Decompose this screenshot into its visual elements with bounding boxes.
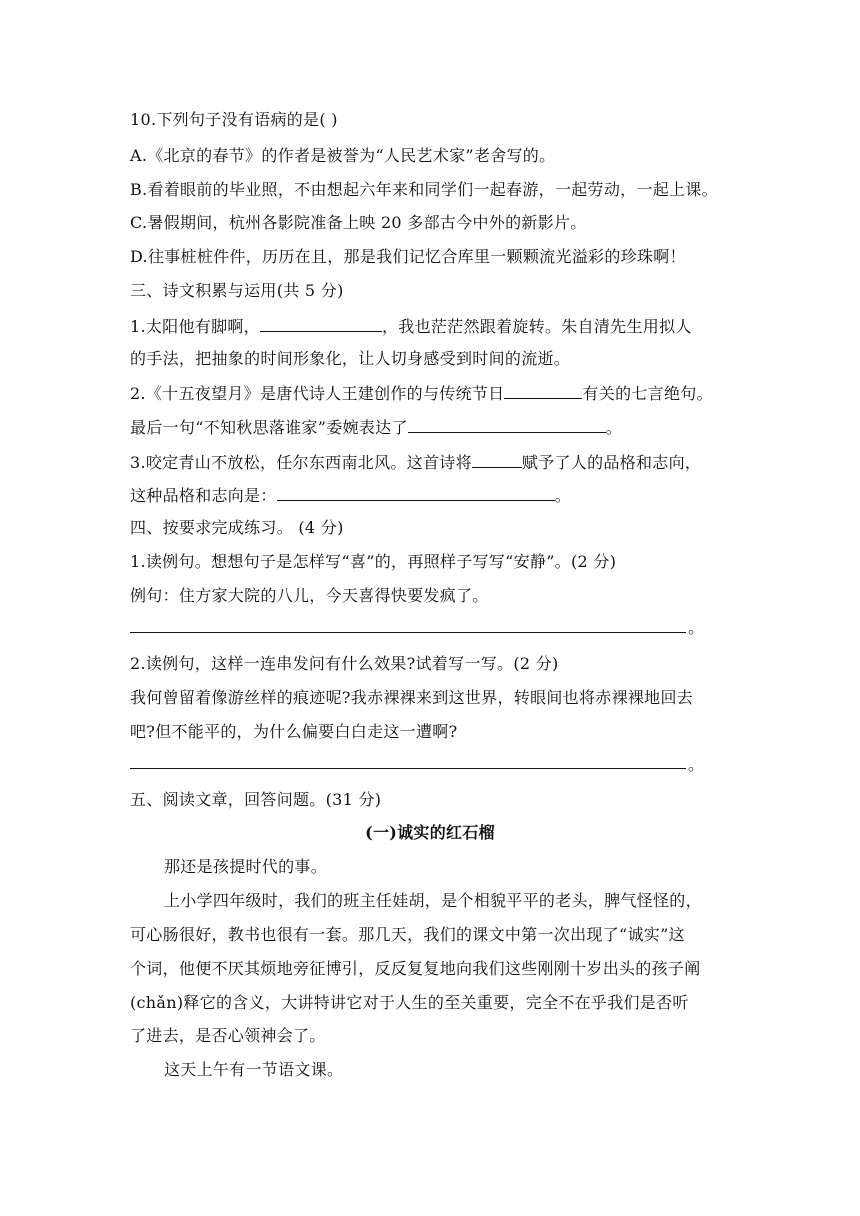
section3-q2-text-a: 2.《十五夜望月》是唐代诗人王建创作的与传统节日 bbox=[130, 384, 505, 403]
section3-q1-blank[interactable] bbox=[260, 315, 382, 332]
section3-q1-line2: 的手法，把抽象的时间形象化，让人切身感受到时间的流逝。 bbox=[130, 349, 571, 368]
section3-q3-blank-character[interactable] bbox=[277, 484, 555, 501]
section3-q1-text-a: 1.太阳他有脚啊， bbox=[130, 317, 260, 336]
section3-q2-text-b: 有关的七言绝句。 bbox=[582, 384, 713, 403]
section3-q3-line2 bbox=[130, 484, 571, 506]
section4-q2-stem: 2.读例句，这样一连串发问有什么效果?试着写一写。(2 分) bbox=[130, 654, 559, 673]
q10-option-c: C.暑假期间，杭州各影院准备上映 20 多部古今中外的新影片。 bbox=[130, 213, 587, 232]
q10-option-b: B.看着眼前的毕业照，不由想起六年来和同学们一起春游，一起劳动，一起上课。 bbox=[130, 180, 718, 199]
passage-title: (一)诚实的红石榴 bbox=[365, 823, 495, 842]
passage-paragraph-2-line3: 个词，他便不厌其烦地旁征博引，反反复复地向我们这些刚刚十岁出头的孩子阐 bbox=[130, 959, 701, 978]
section4-q1-stem: 1.读例句。想想句子是怎样写“喜”的，再照样子写写“安静”。(2 分) bbox=[130, 552, 617, 571]
q10-option-a: A.《北京的春节》的作者是被誉为“人民艺术家”老舍写的。 bbox=[130, 146, 556, 165]
section3-q1-text-b: ，我也茫茫然跟着旋转。朱自清先生用拟人 bbox=[381, 317, 692, 336]
section3-q3-text-b: 赋予了人的品格和志向， bbox=[521, 453, 702, 472]
section5-heading: 五、阅读文章，回答问题。(31 分) bbox=[130, 790, 382, 809]
section3-q3-text-d: 。 bbox=[554, 486, 572, 505]
passage-paragraph-2-line4: (chǎn)释它的含义，大讲特讲它对于人生的至关重要，完全不在乎我们是否听 bbox=[130, 993, 689, 1012]
section4-q2-example-line1: 我何曾留着像游丝样的痕迹呢?我赤裸裸来到这世界，转眼间也将赤裸裸地回去 bbox=[130, 688, 694, 707]
section4-q2-example-line2: 吧?但不能平的，为什么偏要白白走这一遭啊? bbox=[130, 722, 458, 741]
passage-paragraph-1: 那还是孩提时代的事。 bbox=[164, 857, 328, 876]
passage-paragraph-3: 这天上午有一节语文课。 bbox=[164, 1060, 344, 1079]
q10-stem: 10.下列句子没有语病的是( ) bbox=[130, 110, 338, 129]
section3-q3-blank-object[interactable] bbox=[472, 451, 522, 468]
section4-q2-answer-end: 。 bbox=[688, 755, 705, 774]
section4-q1-answer-line[interactable] bbox=[130, 632, 686, 633]
section3-q3-line1 bbox=[130, 451, 701, 473]
passage-paragraph-2-line1: 上小学四年级时，我们的班主任娃胡，是个相貌平平的老头，脾气怪怪的， bbox=[164, 891, 702, 910]
section4-q2-answer-line[interactable] bbox=[130, 768, 686, 769]
passage-paragraph-2-line5: 了进去，是否心领神会了。 bbox=[130, 1026, 326, 1045]
section3-q2-blank-feeling[interactable] bbox=[408, 416, 606, 433]
section3-q3-text-c: 这种品格和志向是： bbox=[130, 486, 277, 505]
q10-option-d: D.往事桩桩件件，历历在且，那是我们记忆合库里一颗颗流光溢彩的珍珠啊！ bbox=[130, 247, 686, 266]
section3-heading: 三、诗文积累与运用(共 5 分) bbox=[130, 281, 344, 300]
section3-q3-text-a: 3.咬定青山不放松，任尔东西南北风。这首诗将 bbox=[130, 453, 472, 472]
section3-q2-blank-festival[interactable] bbox=[504, 382, 582, 399]
section4-q1-example: 例句：住方家大院的八儿，今天喜得快要发疯了。 bbox=[130, 586, 489, 605]
section4-q1-answer-end: 。 bbox=[688, 618, 705, 637]
section4-heading: 四、按要求完成练习。 (4 分) bbox=[130, 518, 344, 537]
section3-q2-text-d: 。 bbox=[605, 418, 623, 437]
section3-q1-line1 bbox=[130, 315, 692, 337]
section3-q2-line1 bbox=[130, 382, 713, 404]
section3-q2-text-c: 最后一句“不知秋思落谁家”委婉表达了 bbox=[130, 418, 408, 437]
section3-q2-line2 bbox=[130, 416, 622, 438]
passage-paragraph-2-line2: 可心肠很好，教书也很有一套。那几天，我们的课文中第一次出现了“诚实”这 bbox=[130, 925, 685, 944]
